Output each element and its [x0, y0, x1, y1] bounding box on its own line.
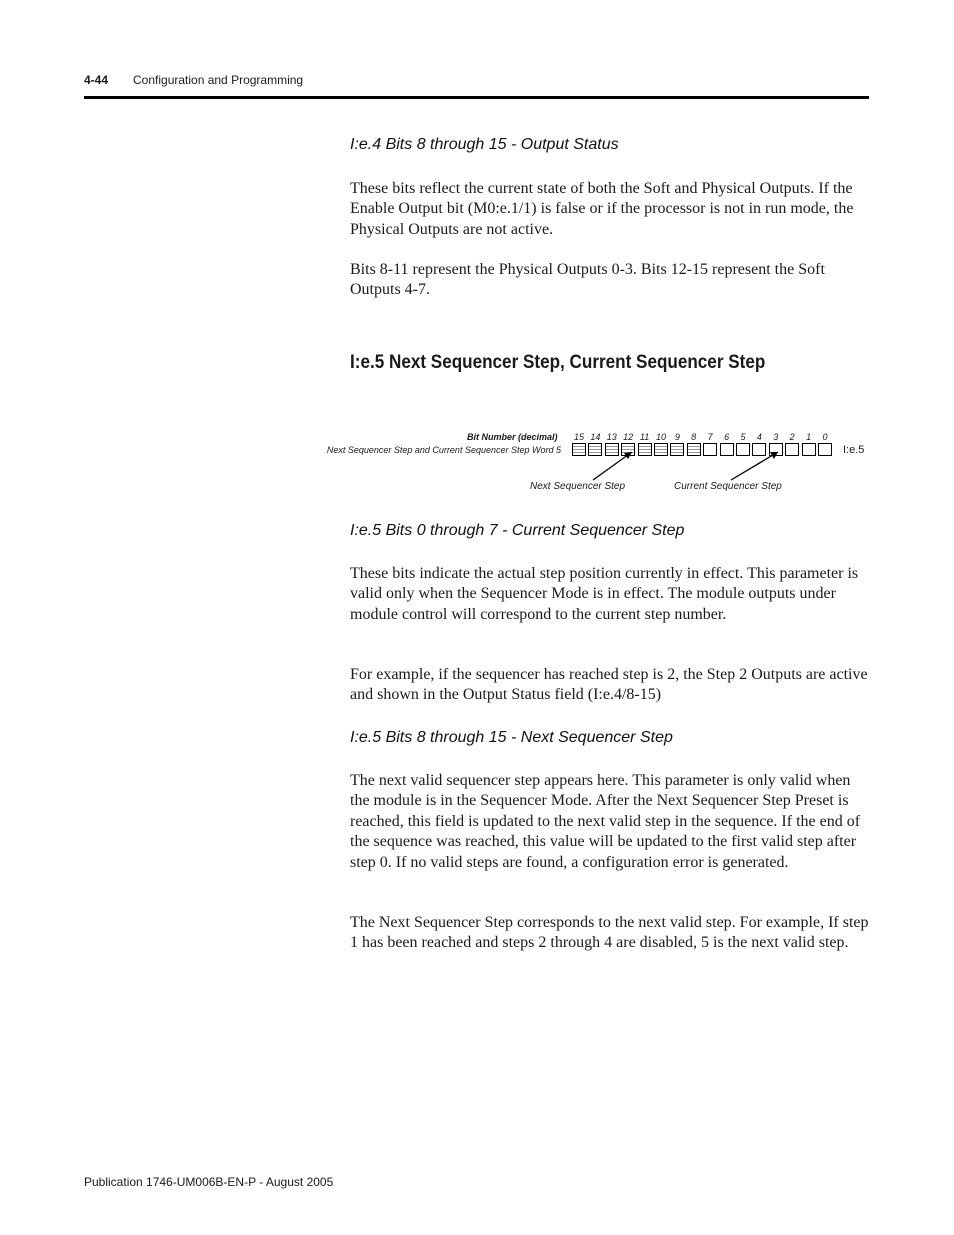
bit-number-1: 1	[806, 432, 812, 442]
output-status-paragraph-2: Bits 8-11 represent the Physical Outputs 0-3. Bits 12-15 represent the Soft Outputs 4-7.	[350, 261, 825, 299]
publication-footer: Publication 1746-UM006B-EN-P - August 2005	[84, 1175, 334, 1189]
output-status-paragraph-1: These bits reflect the current state of both the Soft and Physical Outputs. If the Enable Output bit (M0:e.1/1) is false or if the processor is not in run mode, the Physical Outputs are not active.	[350, 180, 854, 238]
bit-number-4: 4	[756, 432, 762, 442]
register-label: I:e.5	[843, 444, 865, 456]
bit-number-5: 5	[740, 432, 746, 442]
current-step-subheading: I:e.5 Bits 0 through 7 - Current Sequencer Step	[350, 522, 685, 539]
bit-number-10: 10	[655, 432, 666, 442]
bit-number-9: 9	[674, 432, 680, 442]
bit-number-13: 13	[606, 432, 617, 442]
bit-number-0: 0	[822, 432, 828, 442]
next-step-paragraph-2: The Next Sequencer Step corresponds to the next valid step. For example, If step 1 has been reached and steps 2 through 4 are disabled, 5 is the next valid step.	[350, 914, 869, 952]
current-step-pointer	[731, 452, 778, 480]
next-step-label: Next Sequencer Step	[530, 481, 626, 492]
bit-number-14: 14	[590, 432, 601, 442]
section-heading: I:e.5 Next Sequencer Step, Current Sequencer Step	[350, 352, 766, 373]
next-step-paragraph-1: The next valid sequencer step appears here. This parameter is only valid when the module is in the Sequencer Mode. After the Next Sequencer Step Preset is reached, this field is updated to the next valid step in the sequence. If the end of the sequence was reached, this value will be updated to the first valid step after step 0. If no valid steps are found, a configuration error is generated.	[350, 772, 861, 871]
bit-number-6: 6	[724, 432, 730, 442]
bit-number-11: 11	[639, 432, 650, 442]
bit-number-3: 3	[773, 432, 779, 442]
output-status-subheading: I:e.4 Bits 8 through 15 - Output Status	[350, 136, 619, 153]
bit-number-12: 12	[623, 432, 634, 442]
current-step-label: Current Sequencer Step	[674, 481, 782, 492]
word-label: Next Sequencer Step and Current Sequencer Step Word 5	[326, 445, 561, 455]
current-step-paragraph-1: These bits indicate the actual step position currently in effect. This parameter is valid only when the Sequencer Mode is in effect. The module outputs under module control will correspond to the current step number.	[350, 565, 859, 623]
current-step-paragraph-2: For example, if the sequencer has reached step is 2, the Step 2 Outputs are active and shown in the Output Status field (I:e.4/8-15)	[350, 666, 868, 704]
section-title: Configuration and Programming	[133, 73, 304, 87]
bit-number-7: 7	[707, 432, 713, 442]
next-step-arrowhead	[624, 452, 632, 459]
next-step-subheading: I:e.5 Bits 8 through 15 - Next Sequencer Step	[350, 729, 673, 746]
bit-number-15: 15	[573, 432, 584, 442]
bit-number-8: 8	[691, 432, 697, 442]
page-number: 4-44	[84, 73, 109, 87]
bit-number-label: Bit Number (decimal)	[467, 432, 558, 442]
bit-number-2: 2	[789, 432, 795, 442]
